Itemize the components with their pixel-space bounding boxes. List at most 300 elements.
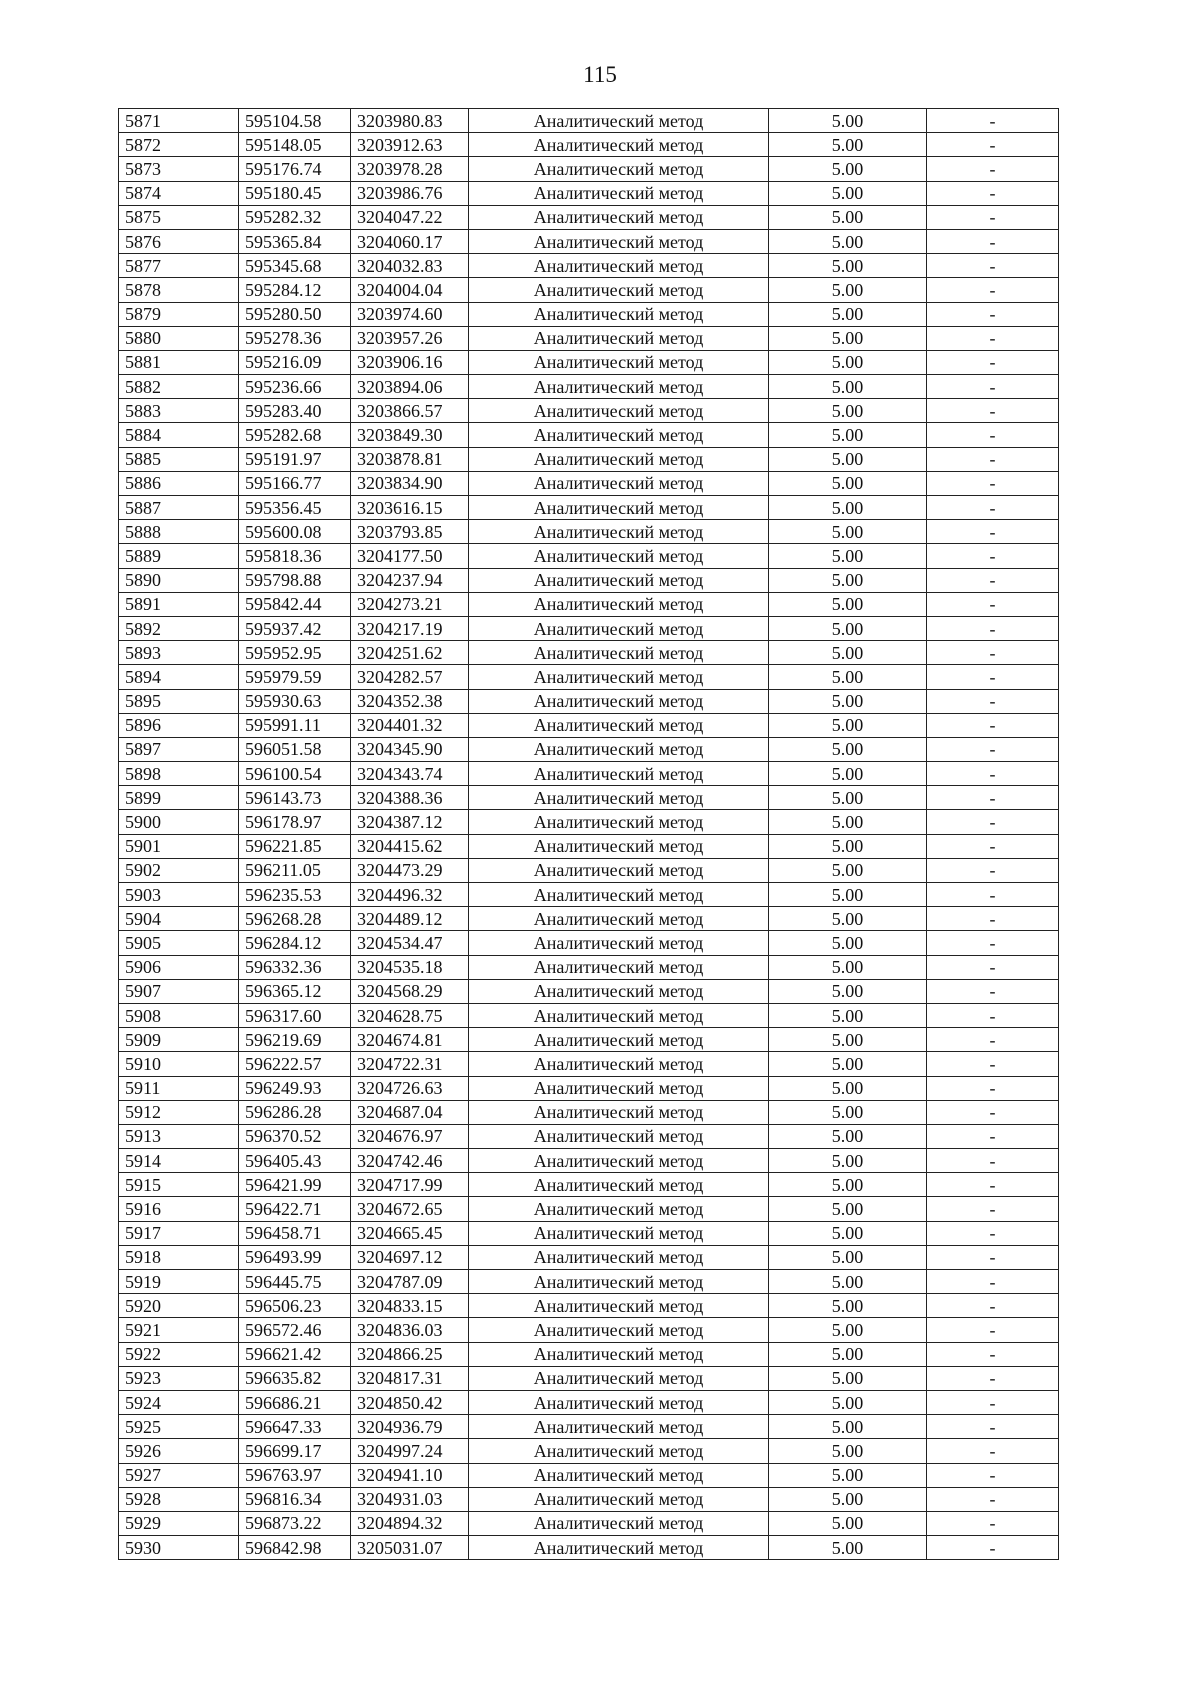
point-number-cell: 5922	[119, 1342, 239, 1366]
x-coordinate-cell: 596286.28	[239, 1100, 351, 1124]
accuracy-cell: 5.00	[769, 762, 927, 786]
page-number: 115	[583, 62, 617, 87]
point-number-cell: 5913	[119, 1124, 239, 1148]
method-cell: Аналитический метод	[469, 1197, 769, 1221]
y-coordinate-cell: 3203980.83	[351, 109, 469, 133]
x-coordinate-cell: 596211.05	[239, 858, 351, 882]
method-cell: Аналитический метод	[469, 1487, 769, 1511]
y-coordinate-cell: 3203834.90	[351, 471, 469, 495]
method-cell: Аналитический метод	[469, 423, 769, 447]
table-row	[119, 1439, 1059, 1463]
accuracy-cell: 5.00	[769, 399, 927, 423]
note-cell: -	[927, 1076, 1059, 1100]
table-row	[119, 1463, 1059, 1487]
method-cell: Аналитический метод	[469, 979, 769, 1003]
point-number-cell: 5923	[119, 1366, 239, 1390]
y-coordinate-cell: 3204866.25	[351, 1342, 469, 1366]
x-coordinate-cell: 595345.68	[239, 254, 351, 278]
point-number-cell: 5904	[119, 907, 239, 931]
method-cell: Аналитический метод	[469, 737, 769, 761]
y-coordinate-cell: 3204345.90	[351, 737, 469, 761]
note-cell: -	[927, 181, 1059, 205]
y-coordinate-cell: 3204676.97	[351, 1124, 469, 1148]
accuracy-cell: 5.00	[769, 1173, 927, 1197]
note-cell: -	[927, 1342, 1059, 1366]
x-coordinate-cell: 595216.09	[239, 350, 351, 374]
point-number-cell: 5906	[119, 955, 239, 979]
note-cell: -	[927, 665, 1059, 689]
method-cell: Аналитический метод	[469, 544, 769, 568]
method-cell: Аналитический метод	[469, 1221, 769, 1245]
table-row	[119, 471, 1059, 495]
table-row	[119, 641, 1059, 665]
note-cell: -	[927, 689, 1059, 713]
note-cell: -	[927, 423, 1059, 447]
table-row	[119, 979, 1059, 1003]
x-coordinate-cell: 596421.99	[239, 1173, 351, 1197]
y-coordinate-cell: 3204850.42	[351, 1390, 469, 1414]
method-cell: Аналитический метод	[469, 1052, 769, 1076]
method-cell: Аналитический метод	[469, 810, 769, 834]
point-number-cell: 5892	[119, 616, 239, 640]
table-row	[119, 955, 1059, 979]
accuracy-cell: 5.00	[769, 1390, 927, 1414]
note-cell: -	[927, 109, 1059, 133]
accuracy-cell: 5.00	[769, 1052, 927, 1076]
accuracy-cell: 5.00	[769, 350, 927, 374]
point-number-cell: 5930	[119, 1536, 239, 1560]
table-row	[119, 1270, 1059, 1294]
accuracy-cell: 5.00	[769, 1245, 927, 1269]
x-coordinate-cell: 595600.08	[239, 520, 351, 544]
table-row	[119, 665, 1059, 689]
point-number-cell: 5882	[119, 375, 239, 399]
method-cell: Аналитический метод	[469, 834, 769, 858]
note-cell: -	[927, 931, 1059, 955]
table-row	[119, 762, 1059, 786]
table-row	[119, 858, 1059, 882]
y-coordinate-cell: 3203894.06	[351, 375, 469, 399]
x-coordinate-cell: 596445.75	[239, 1270, 351, 1294]
note-cell: -	[927, 520, 1059, 544]
table-row	[119, 1415, 1059, 1439]
point-number-cell: 5886	[119, 471, 239, 495]
accuracy-cell: 5.00	[769, 1318, 927, 1342]
accuracy-cell: 5.00	[769, 713, 927, 737]
method-cell: Аналитический метод	[469, 254, 769, 278]
point-number-cell: 5910	[119, 1052, 239, 1076]
accuracy-cell: 5.00	[769, 302, 927, 326]
y-coordinate-cell: 3204032.83	[351, 254, 469, 278]
y-coordinate-cell: 3205031.07	[351, 1536, 469, 1560]
note-cell: -	[927, 786, 1059, 810]
method-cell: Аналитический метод	[469, 1415, 769, 1439]
method-cell: Аналитический метод	[469, 157, 769, 181]
point-number-cell: 5916	[119, 1197, 239, 1221]
table-row	[119, 1197, 1059, 1221]
accuracy-cell: 5.00	[769, 1511, 927, 1535]
note-cell: -	[927, 1390, 1059, 1414]
accuracy-cell: 5.00	[769, 1100, 927, 1124]
accuracy-cell: 5.00	[769, 1124, 927, 1148]
accuracy-cell: 5.00	[769, 1463, 927, 1487]
accuracy-cell: 5.00	[769, 471, 927, 495]
accuracy-cell: 5.00	[769, 1003, 927, 1027]
point-number-cell: 5880	[119, 326, 239, 350]
coordinates-table-body	[119, 109, 1059, 1560]
table-row	[119, 1124, 1059, 1148]
note-cell: -	[927, 1439, 1059, 1463]
note-cell: -	[927, 447, 1059, 471]
point-number-cell: 5883	[119, 399, 239, 423]
note-cell: -	[927, 1100, 1059, 1124]
method-cell: Аналитический метод	[469, 883, 769, 907]
note-cell: -	[927, 399, 1059, 423]
table-row	[119, 1390, 1059, 1414]
accuracy-cell: 5.00	[769, 1076, 927, 1100]
accuracy-cell: 5.00	[769, 326, 927, 350]
y-coordinate-cell: 3204936.79	[351, 1415, 469, 1439]
note-cell: -	[927, 326, 1059, 350]
accuracy-cell: 5.00	[769, 1294, 927, 1318]
point-number-cell: 5905	[119, 931, 239, 955]
note-cell: -	[927, 1245, 1059, 1269]
accuracy-cell: 5.00	[769, 447, 927, 471]
method-cell: Аналитический метод	[469, 375, 769, 399]
accuracy-cell: 5.00	[769, 810, 927, 834]
x-coordinate-cell: 596249.93	[239, 1076, 351, 1100]
x-coordinate-cell: 596222.57	[239, 1052, 351, 1076]
point-number-cell: 5897	[119, 737, 239, 761]
note-cell: -	[927, 471, 1059, 495]
note-cell: -	[927, 254, 1059, 278]
y-coordinate-cell: 3204628.75	[351, 1003, 469, 1027]
point-number-cell: 5908	[119, 1003, 239, 1027]
method-cell: Аналитический метод	[469, 665, 769, 689]
x-coordinate-cell: 595148.05	[239, 133, 351, 157]
method-cell: Аналитический метод	[469, 1100, 769, 1124]
point-number-cell: 5889	[119, 544, 239, 568]
point-number-cell: 5900	[119, 810, 239, 834]
table-row	[119, 737, 1059, 761]
method-cell: Аналитический метод	[469, 1342, 769, 1366]
point-number-cell: 5912	[119, 1100, 239, 1124]
y-coordinate-cell: 3204352.38	[351, 689, 469, 713]
note-cell: -	[927, 278, 1059, 302]
table-row	[119, 1028, 1059, 1052]
note-cell: -	[927, 205, 1059, 229]
table-row	[119, 399, 1059, 423]
point-number-cell: 5929	[119, 1511, 239, 1535]
method-cell: Аналитический метод	[469, 1124, 769, 1148]
x-coordinate-cell: 596873.22	[239, 1511, 351, 1535]
accuracy-cell: 5.00	[769, 1415, 927, 1439]
y-coordinate-cell: 3204473.29	[351, 858, 469, 882]
point-number-cell: 5890	[119, 568, 239, 592]
note-cell: -	[927, 834, 1059, 858]
method-cell: Аналитический метод	[469, 1318, 769, 1342]
accuracy-cell: 5.00	[769, 278, 927, 302]
accuracy-cell: 5.00	[769, 834, 927, 858]
accuracy-cell: 5.00	[769, 592, 927, 616]
x-coordinate-cell: 595930.63	[239, 689, 351, 713]
x-coordinate-cell: 596699.17	[239, 1439, 351, 1463]
note-cell: -	[927, 350, 1059, 374]
x-coordinate-cell: 595280.50	[239, 302, 351, 326]
method-cell: Аналитический метод	[469, 1511, 769, 1535]
point-number-cell: 5899	[119, 786, 239, 810]
y-coordinate-cell: 3204217.19	[351, 616, 469, 640]
y-coordinate-cell: 3204894.32	[351, 1511, 469, 1535]
point-number-cell: 5907	[119, 979, 239, 1003]
method-cell: Аналитический метод	[469, 471, 769, 495]
table-row	[119, 1318, 1059, 1342]
accuracy-cell: 5.00	[769, 375, 927, 399]
point-number-cell: 5920	[119, 1294, 239, 1318]
method-cell: Аналитический метод	[469, 641, 769, 665]
point-number-cell: 5879	[119, 302, 239, 326]
table-row	[119, 616, 1059, 640]
y-coordinate-cell: 3204343.74	[351, 762, 469, 786]
y-coordinate-cell: 3204282.57	[351, 665, 469, 689]
y-coordinate-cell: 3204672.65	[351, 1197, 469, 1221]
y-coordinate-cell: 3204697.12	[351, 1245, 469, 1269]
method-cell: Аналитический метод	[469, 931, 769, 955]
table-row	[119, 1245, 1059, 1269]
y-coordinate-cell: 3203974.60	[351, 302, 469, 326]
y-coordinate-cell: 3204060.17	[351, 229, 469, 253]
note-cell: -	[927, 616, 1059, 640]
point-number-cell: 5871	[119, 109, 239, 133]
accuracy-cell: 5.00	[769, 1342, 927, 1366]
point-number-cell: 5894	[119, 665, 239, 689]
note-cell: -	[927, 1003, 1059, 1027]
x-coordinate-cell: 596458.71	[239, 1221, 351, 1245]
table-row	[119, 1342, 1059, 1366]
accuracy-cell: 5.00	[769, 205, 927, 229]
x-coordinate-cell: 596686.21	[239, 1390, 351, 1414]
y-coordinate-cell: 3204941.10	[351, 1463, 469, 1487]
method-cell: Аналитический метод	[469, 689, 769, 713]
x-coordinate-cell: 596221.85	[239, 834, 351, 858]
y-coordinate-cell: 3204717.99	[351, 1173, 469, 1197]
method-cell: Аналитический метод	[469, 1076, 769, 1100]
method-cell: Аналитический метод	[469, 399, 769, 423]
y-coordinate-cell: 3204674.81	[351, 1028, 469, 1052]
table-row	[119, 1100, 1059, 1124]
table-row	[119, 205, 1059, 229]
point-number-cell: 5893	[119, 641, 239, 665]
x-coordinate-cell: 595979.59	[239, 665, 351, 689]
x-coordinate-cell: 596284.12	[239, 931, 351, 955]
accuracy-cell: 5.00	[769, 907, 927, 931]
x-coordinate-cell: 596763.97	[239, 1463, 351, 1487]
note-cell: -	[927, 1536, 1059, 1560]
table-row	[119, 689, 1059, 713]
table-row	[119, 109, 1059, 133]
x-coordinate-cell: 595166.77	[239, 471, 351, 495]
table-row	[119, 1173, 1059, 1197]
table-row	[119, 544, 1059, 568]
y-coordinate-cell: 3203912.63	[351, 133, 469, 157]
note-cell: -	[927, 1511, 1059, 1535]
point-number-cell: 5915	[119, 1173, 239, 1197]
y-coordinate-cell: 3204251.62	[351, 641, 469, 665]
accuracy-cell: 5.00	[769, 1149, 927, 1173]
note-cell: -	[927, 544, 1059, 568]
note-cell: -	[927, 1197, 1059, 1221]
note-cell: -	[927, 883, 1059, 907]
note-cell: -	[927, 1318, 1059, 1342]
table-row	[119, 1487, 1059, 1511]
method-cell: Аналитический метод	[469, 350, 769, 374]
note-cell: -	[927, 229, 1059, 253]
table-row	[119, 1294, 1059, 1318]
x-coordinate-cell: 596100.54	[239, 762, 351, 786]
x-coordinate-cell: 596178.97	[239, 810, 351, 834]
note-cell: -	[927, 302, 1059, 326]
x-coordinate-cell: 596635.82	[239, 1366, 351, 1390]
method-cell: Аналитический метод	[469, 592, 769, 616]
note-cell: -	[927, 641, 1059, 665]
note-cell: -	[927, 157, 1059, 181]
point-number-cell: 5918	[119, 1245, 239, 1269]
x-coordinate-cell: 596816.34	[239, 1487, 351, 1511]
x-coordinate-cell: 595176.74	[239, 157, 351, 181]
note-cell: -	[927, 1366, 1059, 1390]
method-cell: Аналитический метод	[469, 109, 769, 133]
point-number-cell: 5881	[119, 350, 239, 374]
table-row	[119, 592, 1059, 616]
x-coordinate-cell: 595282.68	[239, 423, 351, 447]
x-coordinate-cell: 595798.88	[239, 568, 351, 592]
table-row	[119, 447, 1059, 471]
method-cell: Аналитический метод	[469, 520, 769, 544]
note-cell: -	[927, 375, 1059, 399]
x-coordinate-cell: 595356.45	[239, 496, 351, 520]
note-cell: -	[927, 1028, 1059, 1052]
method-cell: Аналитический метод	[469, 1270, 769, 1294]
y-coordinate-cell: 3204817.31	[351, 1366, 469, 1390]
table-row	[119, 229, 1059, 253]
y-coordinate-cell: 3203793.85	[351, 520, 469, 544]
y-coordinate-cell: 3203866.57	[351, 399, 469, 423]
accuracy-cell: 5.00	[769, 229, 927, 253]
x-coordinate-cell: 595180.45	[239, 181, 351, 205]
note-cell: -	[927, 858, 1059, 882]
note-cell: -	[927, 1294, 1059, 1318]
x-coordinate-cell: 596647.33	[239, 1415, 351, 1439]
accuracy-cell: 5.00	[769, 689, 927, 713]
point-number-cell: 5895	[119, 689, 239, 713]
y-coordinate-cell: 3204415.62	[351, 834, 469, 858]
accuracy-cell: 5.00	[769, 1487, 927, 1511]
point-number-cell: 5926	[119, 1439, 239, 1463]
note-cell: -	[927, 1173, 1059, 1197]
method-cell: Аналитический метод	[469, 762, 769, 786]
table-row	[119, 810, 1059, 834]
y-coordinate-cell: 3204177.50	[351, 544, 469, 568]
method-cell: Аналитический метод	[469, 713, 769, 737]
x-coordinate-cell: 596370.52	[239, 1124, 351, 1148]
x-coordinate-cell: 596621.42	[239, 1342, 351, 1366]
x-coordinate-cell: 596572.46	[239, 1318, 351, 1342]
method-cell: Аналитический метод	[469, 1439, 769, 1463]
method-cell: Аналитический метод	[469, 1366, 769, 1390]
table-row	[119, 834, 1059, 858]
note-cell: -	[927, 592, 1059, 616]
accuracy-cell: 5.00	[769, 1439, 927, 1463]
table-row	[119, 133, 1059, 157]
method-cell: Аналитический метод	[469, 496, 769, 520]
point-number-cell: 5877	[119, 254, 239, 278]
accuracy-cell: 5.00	[769, 544, 927, 568]
y-coordinate-cell: 3204401.32	[351, 713, 469, 737]
method-cell: Аналитический метод	[469, 616, 769, 640]
note-cell: -	[927, 979, 1059, 1003]
point-number-cell: 5872	[119, 133, 239, 157]
note-cell: -	[927, 1124, 1059, 1148]
accuracy-cell: 5.00	[769, 520, 927, 544]
accuracy-cell: 5.00	[769, 931, 927, 955]
point-number-cell: 5884	[119, 423, 239, 447]
method-cell: Аналитический метод	[469, 205, 769, 229]
accuracy-cell: 5.00	[769, 616, 927, 640]
accuracy-cell: 5.00	[769, 1536, 927, 1560]
method-cell: Аналитический метод	[469, 1245, 769, 1269]
x-coordinate-cell: 596219.69	[239, 1028, 351, 1052]
point-number-cell: 5874	[119, 181, 239, 205]
method-cell: Аналитический метод	[469, 302, 769, 326]
note-cell: -	[927, 810, 1059, 834]
method-cell: Аналитический метод	[469, 1149, 769, 1173]
y-coordinate-cell: 3203878.81	[351, 447, 469, 471]
x-coordinate-cell: 595278.36	[239, 326, 351, 350]
x-coordinate-cell: 595191.97	[239, 447, 351, 471]
method-cell: Аналитический метод	[469, 1463, 769, 1487]
note-cell: -	[927, 737, 1059, 761]
y-coordinate-cell: 3204687.04	[351, 1100, 469, 1124]
y-coordinate-cell: 3204665.45	[351, 1221, 469, 1245]
accuracy-cell: 5.00	[769, 423, 927, 447]
method-cell: Аналитический метод	[469, 1028, 769, 1052]
table-row	[119, 278, 1059, 302]
x-coordinate-cell: 595236.66	[239, 375, 351, 399]
table-row	[119, 375, 1059, 399]
method-cell: Аналитический метод	[469, 278, 769, 302]
y-coordinate-cell: 3204742.46	[351, 1149, 469, 1173]
point-number-cell: 5887	[119, 496, 239, 520]
y-coordinate-cell: 3204726.63	[351, 1076, 469, 1100]
point-number-cell: 5911	[119, 1076, 239, 1100]
y-coordinate-cell: 3204388.36	[351, 786, 469, 810]
y-coordinate-cell: 3203957.26	[351, 326, 469, 350]
y-coordinate-cell: 3204004.04	[351, 278, 469, 302]
note-cell: -	[927, 1149, 1059, 1173]
method-cell: Аналитический метод	[469, 133, 769, 157]
accuracy-cell: 5.00	[769, 496, 927, 520]
accuracy-cell: 5.00	[769, 1028, 927, 1052]
method-cell: Аналитический метод	[469, 1294, 769, 1318]
point-number-cell: 5917	[119, 1221, 239, 1245]
table-row	[119, 931, 1059, 955]
x-coordinate-cell: 595818.36	[239, 544, 351, 568]
y-coordinate-cell: 3203978.28	[351, 157, 469, 181]
y-coordinate-cell: 3204534.47	[351, 931, 469, 955]
method-cell: Аналитический метод	[469, 1003, 769, 1027]
x-coordinate-cell: 595842.44	[239, 592, 351, 616]
note-cell: -	[927, 1270, 1059, 1294]
